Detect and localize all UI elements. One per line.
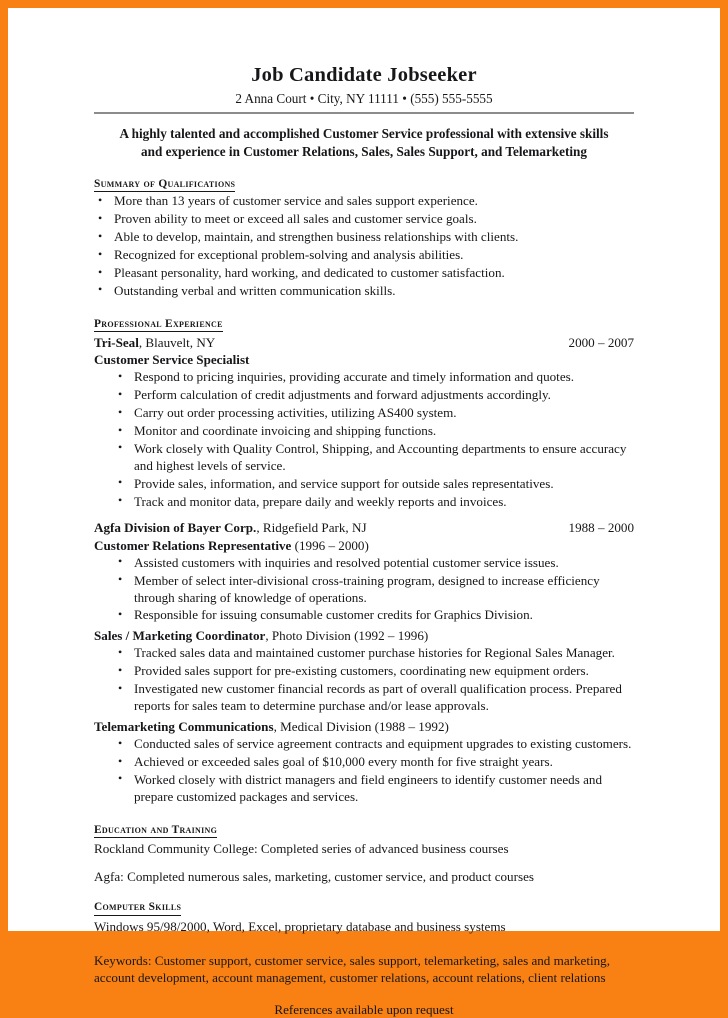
contact-line: 2 Anna Court • City, NY 11111 • (555) 555-5555 [235, 90, 493, 106]
education-line-2: Agfa: Completed numerous sales, marketing, customer service, and product courses [94, 869, 534, 885]
job-entry-agfa [94, 519, 634, 624]
list-item: • Monitor and coordinate invoicing and shipping functions. [94, 423, 634, 440]
list-item: • Investigated new customer financial records as part of overall qualification process. Prepared reports for sales team to determine purchase and/or lease approvals. [94, 681, 634, 715]
job-title [94, 537, 634, 554]
list-item: • Responsible for issuing consumable customer credits for Graphics Division. [94, 607, 634, 624]
list-item: • Achieved or exceeded sales goal of $10,000 every month for five straight years. [94, 754, 634, 771]
resume-content [94, 8, 634, 1018]
job-dates: 2000 – 2007 [568, 335, 634, 351]
experience-heading: Professional Experience [94, 317, 223, 332]
list-item: • Provided sales support for pre-existing customers, coordinating new equipment orders. [94, 663, 634, 680]
job-company-location [94, 519, 367, 536]
list-item: • Proven ability to meet or exceed all sales and customer service goals. [94, 211, 634, 228]
subrole-bullet-list [94, 736, 634, 806]
subrole-title [94, 718, 634, 735]
education-section [94, 820, 634, 838]
list-item: • Pleasant personality, hard working, and dedicated to customer satisfaction. [94, 265, 634, 282]
job-title-text: Customer Service Specialist [94, 352, 250, 368]
job-company: Tri-Seal [94, 335, 139, 351]
candidate-name: Job Candidate Jobseeker [251, 64, 477, 86]
list-item: • Member of select inter-divisional cross-training program, designed to increase efficiency through sharing of knowledge of operations. [94, 573, 634, 607]
list-item: • Able to develop, maintain, and strengthen business relationships with clients. [94, 229, 634, 246]
subrole-bullet-list [94, 645, 634, 715]
subrole-title-suffix: , Medical Division (1988 – 1992) [273, 719, 449, 735]
list-item: • Outstanding verbal and written communication skills. [94, 283, 634, 300]
job-location: , Ridgefield Park, NJ [256, 520, 367, 536]
job-bullet-list [94, 369, 634, 510]
list-item: • Respond to pricing inquiries, providing accurate and timely information and quotes. [94, 369, 634, 386]
list-item: • Track and monitor data, prepare daily and weekly reports and invoices. [94, 494, 634, 511]
experience-section [94, 314, 634, 332]
keywords-paragraph: Keywords: Customer support, customer service, sales support, telemarketing, sales and marketing, account development, account management, customer relations, account relations, client relations [94, 952, 610, 986]
job-title-text: Customer Relations Representative [94, 537, 292, 553]
job-location: , Blauvelt, NY [138, 335, 216, 351]
subrole-title-text: Sales / Marketing Coordinator [94, 628, 266, 644]
job-company-location [94, 334, 215, 351]
list-item: • Assisted customers with inquiries and resolved potential customer service issues. [94, 555, 634, 572]
job-header [94, 519, 634, 536]
job-company: Agfa Division of Bayer Corp. [94, 520, 257, 536]
header-divider [94, 112, 634, 114]
computer-skills-line: Windows 95/98/2000, Word, Excel, proprietary database and business systems [94, 918, 506, 934]
list-item: • Work closely with Quality Control, Shipping, and Accounting departments to ensure accuracy and highest levels of service. [94, 441, 634, 475]
profile-line-2: and experience in Customer Relations, Sales, Sales Support, and Telemarketing [141, 143, 587, 159]
summary-section [94, 174, 634, 192]
list-item: • Carry out order processing activities, utilizing AS400 system. [94, 405, 634, 422]
list-item: • Provide sales, information, and service support for outside sales representatives. [94, 476, 634, 493]
list-item: • More than 13 years of customer service and sales support experience. [94, 193, 634, 210]
profile-line-1: A highly talented and accomplished Customer Service professional with extensive skills [119, 126, 609, 142]
subrole-title-text: Telemarketing Communications [94, 719, 274, 735]
job-title [94, 351, 634, 368]
job-entry-tri-seal [94, 334, 634, 510]
education-line-1: Rockland Community College: Completed series of advanced business courses [94, 840, 509, 856]
job-header [94, 334, 634, 351]
summary-bullet-list [94, 193, 634, 299]
summary-heading: Summary of Qualifications [94, 177, 235, 192]
computer-skills-heading: Computer Skills [94, 900, 181, 915]
profile-statement [112, 125, 616, 160]
computer-skills-section [94, 897, 634, 915]
references-footer: References available upon request [274, 1002, 454, 1018]
list-item: • Tracked sales data and maintained customer purchase histories for Regional Sales Manager. [94, 645, 634, 662]
subrole-sales-marketing [94, 627, 634, 715]
subrole-title [94, 627, 634, 644]
job-title-suffix: (1996 – 2000) [291, 537, 369, 553]
job-bullet-list [94, 555, 634, 625]
education-heading: Education and Training [94, 823, 217, 838]
subrole-telemarketing [94, 718, 634, 806]
resume-page [8, 8, 720, 1018]
list-item: • Conducted sales of service agreement contracts and equipment upgrades to existing customers. [94, 736, 634, 753]
list-item: • Worked closely with district managers and field engineers to identify customer needs and prepare customized packages and services. [94, 772, 634, 806]
list-item: • Perform calculation of credit adjustments and forward adjustments accordingly. [94, 387, 634, 404]
list-item: • Recognized for exceptional problem-solving and analysis abilities. [94, 247, 634, 264]
job-dates: 1988 – 2000 [568, 520, 634, 536]
subrole-title-suffix: , Photo Division (1992 – 1996) [265, 628, 429, 644]
